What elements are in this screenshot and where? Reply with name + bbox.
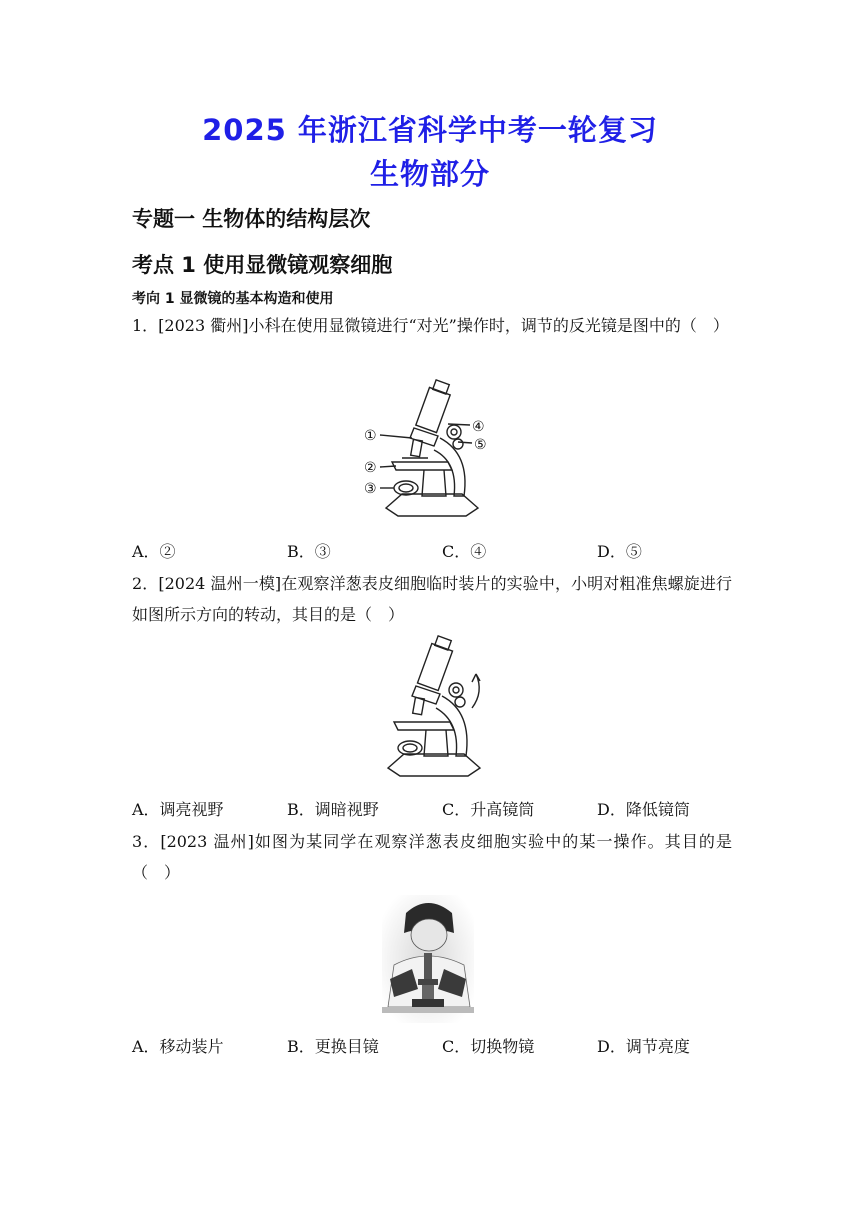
option-b[interactable]: B．更换目镜: [287, 1037, 379, 1056]
question-1-options: [132, 539, 752, 562]
point-heading: 考点 1 使用显微镜观察细胞: [132, 253, 393, 277]
student-using-microscope-photo: [382, 895, 474, 1023]
question-1-text: 1．[2023 衢州]小科在使用显微镜进行“对光”操作时，调节的反光镜是图中的（ ）: [132, 316, 729, 335]
question-2-options: [132, 797, 752, 820]
option-d[interactable]: D．⑤: [597, 542, 642, 561]
question-2-text: 2．[2024 温州一模]在观察洋葱表皮细胞临时装片的实验中，小明对粗准焦螺旋进行如图所示方向的转动，其目的是（ ）: [132, 574, 732, 624]
option-c[interactable]: C．切换物镜: [442, 1037, 535, 1056]
option-d[interactable]: D．调节亮度: [597, 1037, 690, 1056]
option-d[interactable]: D．降低镜筒: [597, 800, 690, 819]
option-a[interactable]: A．②: [132, 542, 176, 561]
figure-label-2: ②: [364, 460, 377, 476]
microscope-labeled-drawing: [362, 376, 498, 524]
question-3-text: 3．[2023 温州]如图为某同学在观察洋葱表皮细胞实验中的某一操作。其目的是（ ）: [132, 832, 732, 882]
option-c[interactable]: C．④: [442, 542, 487, 561]
microscope-rotation-drawing: [380, 634, 500, 784]
microscope-labeled-figure: [362, 376, 498, 524]
question-3-options: [132, 1034, 752, 1057]
figure-label-1: ①: [364, 428, 377, 444]
document-subtitle: 生物部分: [369, 157, 490, 191]
figure-label-5: ⑤: [474, 437, 487, 453]
microscope-rotation-figure: [380, 634, 500, 784]
option-a[interactable]: A．移动装片: [132, 1037, 224, 1056]
option-b[interactable]: B．③: [287, 542, 331, 561]
document-title: 2025 年浙江省科学中考一轮复习: [202, 113, 658, 147]
figure-label-4: ④: [472, 419, 485, 435]
option-b[interactable]: B．调暗视野: [287, 800, 379, 819]
figure-label-3: ③: [364, 481, 377, 497]
option-a[interactable]: A．调亮视野: [132, 800, 224, 819]
direction-heading: 考向 1 显微镜的基本构造和使用: [132, 291, 334, 307]
option-c[interactable]: C．升高镜筒: [442, 800, 535, 819]
student-photo-drawing: [382, 895, 474, 1023]
topic-heading: 专题一 生物体的结构层次: [132, 207, 371, 231]
